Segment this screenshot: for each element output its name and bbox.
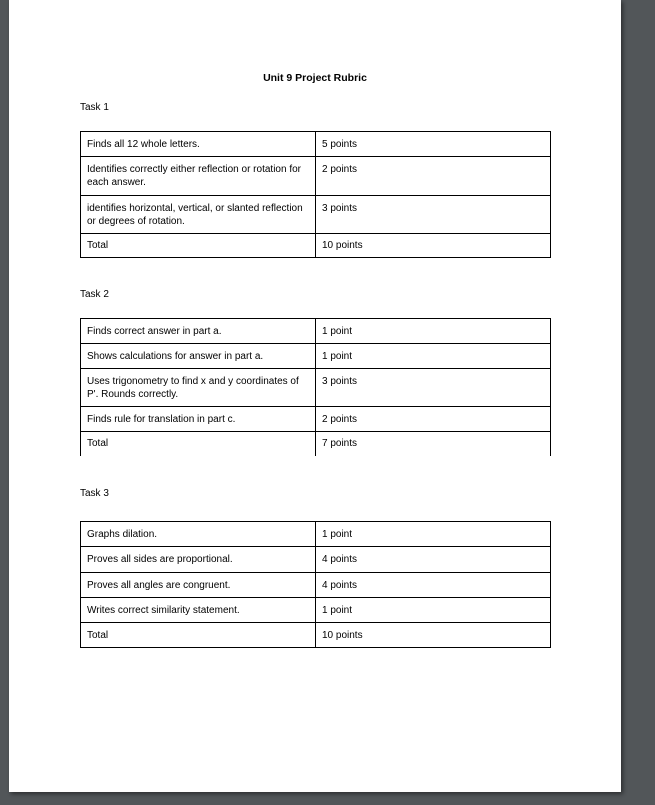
task-2-label: Task 2 — [80, 289, 109, 300]
table-row — [81, 598, 551, 623]
criterion-cell: Finds all 12 whole letters. — [81, 132, 316, 157]
table-row — [81, 319, 551, 344]
criterion-cell: Shows calculations for answer in part a. — [81, 344, 316, 369]
points-cell: 3 points — [316, 196, 551, 234]
table-row — [81, 369, 551, 407]
task-1-table — [80, 131, 551, 258]
points-cell: 4 points — [316, 573, 551, 598]
points-cell: 2 points — [316, 407, 551, 432]
criterion-cell: Total — [81, 432, 316, 456]
points-cell: 1 point — [316, 598, 551, 623]
task-3-label: Task 3 — [80, 488, 109, 499]
criterion-cell: Proves all sides are proportional. — [81, 547, 316, 573]
table-row — [81, 573, 551, 598]
criterion-cell: Proves all angles are congruent. — [81, 573, 316, 598]
points-cell: 10 points — [316, 234, 551, 258]
table-row — [81, 132, 551, 157]
table-row — [81, 407, 551, 432]
points-cell: 7 points — [316, 432, 551, 456]
table-row — [81, 344, 551, 369]
points-cell: 5 points — [316, 132, 551, 157]
table-row — [81, 234, 551, 258]
criterion-cell: Finds rule for translation in part c. — [81, 407, 316, 432]
points-cell: 1 point — [316, 522, 551, 547]
criterion-cell: Graphs dilation. — [81, 522, 316, 547]
criterion-cell: Identifies correctly either reflection or rotation for each answer. — [81, 157, 316, 196]
points-cell: 2 points — [316, 157, 551, 196]
table-row — [81, 522, 551, 547]
document-page — [9, 0, 621, 792]
table-row — [81, 432, 551, 456]
points-cell: 1 point — [316, 319, 551, 344]
criterion-cell: identifies horizontal, vertical, or slanted reflection or degrees of rotation. — [81, 196, 316, 234]
table-row — [81, 196, 551, 234]
points-cell: 4 points — [316, 547, 551, 573]
table-row — [81, 623, 551, 648]
points-cell: 10 points — [316, 623, 551, 648]
table-row — [81, 547, 551, 573]
page-title: Unit 9 Project Rubric — [263, 72, 367, 84]
criterion-cell: Total — [81, 234, 316, 258]
points-cell: 3 points — [316, 369, 551, 407]
task-3-table — [80, 521, 551, 648]
task-1-label: Task 1 — [80, 102, 109, 113]
points-cell: 1 point — [316, 344, 551, 369]
criterion-cell: Total — [81, 623, 316, 648]
criterion-cell: Finds correct answer in part a. — [81, 319, 316, 344]
task-2-table — [80, 318, 551, 456]
criterion-cell: Writes correct similarity statement. — [81, 598, 316, 623]
table-row — [81, 157, 551, 196]
criterion-cell: Uses trigonometry to find x and y coordinates of P'. Rounds correctly. — [81, 369, 316, 407]
